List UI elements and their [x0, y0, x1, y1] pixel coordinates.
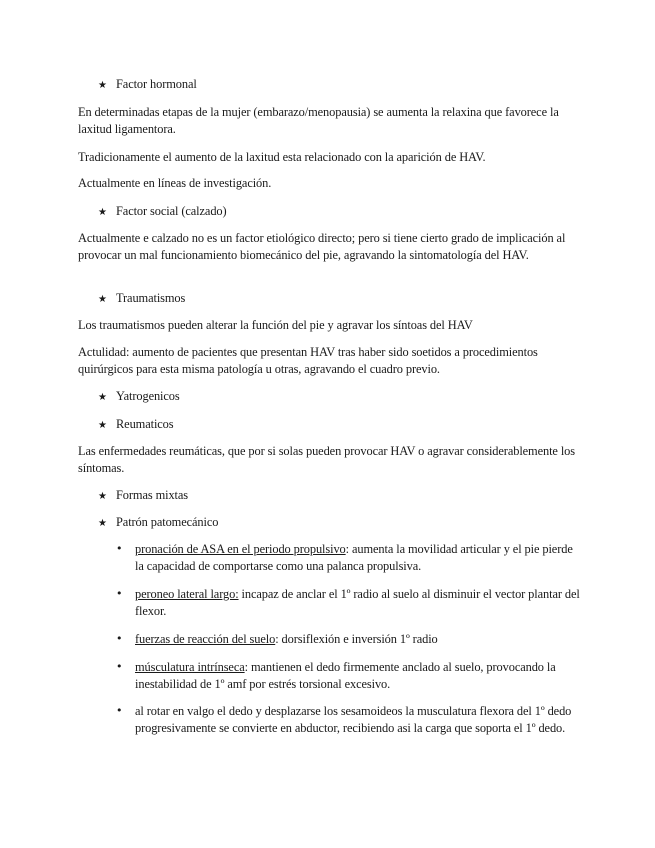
list-item-pronacion [116, 541, 582, 574]
star-bullet-icon: ★ [98, 207, 107, 218]
heading-traumatismos [98, 290, 558, 309]
star-bullet-icon: ★ [98, 491, 107, 502]
dot-bullet-icon: • [116, 660, 123, 673]
list-item-peroneo [116, 586, 582, 619]
item-text: : dorsiflexión e inversión 1º radio [275, 632, 438, 646]
paragraph-calzado: Actualmente e calzado no es un factor etiológico directo; pero si tiene cierto grado de implicación al provocar un mal funcionamiento biomecánico del pie, agravando la sintomatología del HAV. [78, 231, 566, 262]
heading-text: Factor hormonal [116, 77, 197, 91]
term-musculatura: músculatura intrínseca [135, 660, 245, 674]
heading-text: Factor social (calzado) [116, 204, 227, 218]
list-item-musculatura [116, 659, 582, 692]
star-bullet-icon: ★ [98, 294, 107, 305]
term-peroneo: peroneo lateral largo: [135, 587, 239, 601]
list-item-rotacion [116, 703, 582, 736]
paragraph-actualidad: Actulidad: aumento de pacientes que presentan HAV tras haber sido soetidos a procedimientos quirúrgicos para esta misma patología u otras, agravando el cuadro previo. [78, 345, 538, 376]
heading-factor-hormonal [98, 76, 558, 95]
heading-text: Reumaticos [116, 417, 174, 431]
paragraph-reumaticas: Las enfermedades reumáticas, que por si solas pueden provocar HAV o agravar considerablemente los síntomas. [78, 444, 575, 475]
paragraph-traumatismos: Los traumatismos pueden alterar la función del pie y agravar los síntoas del HAV [78, 318, 473, 332]
heading-text: Traumatismos [116, 291, 186, 305]
heading-factor-social [98, 203, 558, 222]
list-item-fuerzas [116, 631, 582, 648]
paragraph-laxitud: Tradicionamente el aumento de la laxitud esta relacionado con la aparición de HAV. [78, 150, 486, 164]
heading-patron-patomecanico [98, 514, 558, 533]
item-text: incapaz de anclar el 1º radio al suelo al disminuir el vector plantar del flexor. [135, 587, 580, 618]
dot-bullet-icon: • [116, 704, 123, 717]
item-text: : mantienen el dedo firmemente anclado al suelo, provocando la inestabilidad de 1º amf por estrés torsional excesivo. [135, 660, 556, 691]
star-bullet-icon: ★ [98, 392, 107, 403]
heading-text: Yatrogenicos [116, 389, 180, 403]
item-text: al rotar en valgo el dedo y desplazarse los sesamoideos la musculatura flexora del 1º dedo progresivamente se convierte en abductor, recibiendo asi la carga que soporta el 1º dedo. [135, 704, 572, 735]
star-bullet-icon: ★ [98, 518, 107, 529]
heading-reumaticos [98, 416, 558, 435]
heading-text: Patrón patomecánico [116, 515, 219, 529]
heading-formas-mixtas [98, 487, 558, 506]
star-bullet-icon: ★ [98, 80, 107, 91]
item-text: : aumenta la movilidad articular y el pie pierde la capacidad de comportarse como una palanca propulsiva. [135, 542, 573, 573]
heading-text: Formas mixtas [116, 488, 189, 502]
term-fuerzas: fuerzas de reacción del suelo [135, 632, 276, 646]
dot-bullet-icon: • [116, 542, 123, 555]
star-bullet-icon: ★ [98, 420, 107, 431]
paragraph-investigacion: Actualmente en líneas de investigación. [78, 176, 272, 190]
term-pronacion: pronación de ASA en el periodo propulsivo [135, 542, 346, 556]
dot-bullet-icon: • [116, 632, 123, 645]
paragraph-relaxina: En determinadas etapas de la mujer (embarazo/menopausia) se aumenta la relaxina que favorece la laxitud ligamentora. [78, 105, 559, 136]
heading-yatrogenicos [98, 388, 558, 407]
dot-bullet-icon: • [116, 587, 123, 600]
